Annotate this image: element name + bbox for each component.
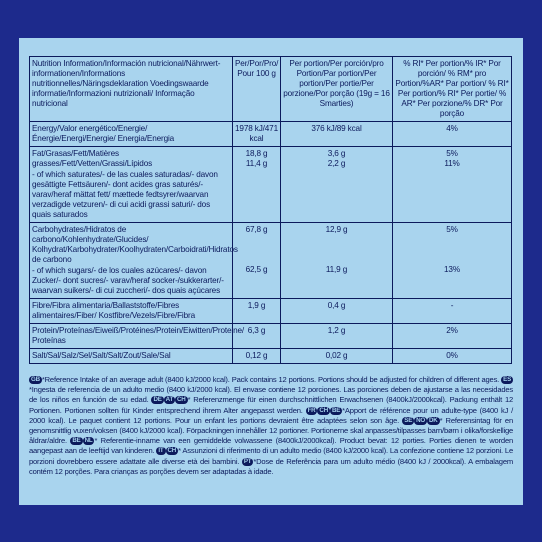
row-sub-ri: 13% (444, 265, 460, 274)
country-badge-es: ES (503, 376, 511, 383)
row-sub-label: - of which sugars/- de los cuales azúcares/- davon Zucker/- dont sucres/- varav/heraf socker-/sukkerarter/- waarvan suikers/- di cui zuccheri/- dos quais açúcares (32, 266, 224, 295)
row-ri: 5% (446, 149, 458, 158)
country-badge-gb: GB (31, 376, 40, 383)
row-ri: 4% (393, 122, 512, 147)
country-badge-at: AT (165, 396, 174, 404)
row-ri: 5% (446, 225, 458, 234)
row-sub-label: - of which saturates/- de las cuales saturadas/- davon gesättigte Fettsäuren/- dont acides gras saturés/- varav/heraf mättat fett/ mættede fedtsyrer/waarvan verzadigde vetzuren/- di cui acidi grassi saturi/- dos quais saturados (32, 170, 218, 219)
table-row (30, 122, 512, 147)
table-row (30, 223, 512, 299)
footnote-paragraph (29, 375, 513, 477)
country-badge-ch: CH (177, 396, 186, 404)
footnotes (29, 375, 513, 477)
nutrition-panel (19, 38, 523, 505)
country-badge-fr: FR (307, 406, 316, 414)
country-badge-dk: DK (429, 416, 438, 424)
header-label: Nutrition Information/Información nutricional/Nährwert-informationen/Informations nutritionnelles/Näringsdeklaration Voedingswaarde informatie/Informazioni nutrizionali/ Informação nutricional (30, 57, 233, 122)
country-badge-it: IT (158, 447, 164, 455)
table-header-row (30, 57, 512, 122)
row-label: Fat/Grasas/Fett/Matières grasses/Fett/Vetten/Grassi/Lípidos (32, 149, 153, 168)
country-badge-ch: CH (319, 406, 328, 414)
table-row (30, 324, 512, 349)
row-label: Protein/Proteínas/Eiweiß/Protéines/Protein/Eiwitten/Proteine/ Proteínas (30, 324, 233, 349)
row-sub-per-100g: 11,4 g (245, 159, 268, 168)
footnote-de: * Referenzmenge für einen durchschnittlichen Erwachsenen (8400kJ/2000kcal). Packung enthält 12 Portionen. Portionen sollten für Kinder entsprechend ihrem Alter angepasst werden. (29, 395, 513, 415)
row-ri: 0% (393, 349, 512, 364)
row-portion: 3,6 g (327, 149, 346, 158)
country-badge-de: DE (153, 396, 162, 404)
row-label: Carbohydrates/Hidratos de carbono/Kohlenhydrate/Glucides/ Kolhydrat/Karbohydrater/Koolhydraten/Carboidrati/Hidratos de carbono (32, 225, 238, 264)
footnote-fr: *Apport de référence pour un adulte-type (8400 kJ / 2000 kcal). Le paquet contient 12 portions. Pour un enfant les portions devraient être adaptées selon son âge. (29, 405, 513, 425)
row-sub-portion: 11,9 g (325, 265, 348, 274)
country-badge-ch: CH (167, 447, 177, 455)
row-sub-portion: 2,2 g (327, 159, 346, 168)
row-label: Fibre/Fibra alimentaria/Ballaststoffe/Fibres alimentaires/Fiber/ Kostfibre/Vezels/Fibre/Fibra (30, 299, 233, 324)
row-per-100g: 0,12 g (233, 349, 281, 364)
country-badge-se: SE (404, 416, 413, 424)
table-row (30, 349, 512, 364)
row-per-100g: 6,3 g (233, 324, 281, 349)
row-portion: 12,9 g (325, 225, 348, 234)
footnote-nl: * Referentie-inname van een gemiddelde volwassene (8400kJ/2000kcal). Product bevat: 12 porties. Porties dienen te worden aangepast aan de leeftijd van kinderen. (29, 436, 513, 456)
header-per-100g: Per/Por/Pro/ Pour 100 g (233, 57, 281, 122)
country-badge-be: BE (331, 406, 341, 414)
nutrition-table (29, 56, 512, 364)
row-portion: 0,4 g (281, 299, 393, 324)
row-label: Salt/Sal/Salz/Sel/Salt/Salt/Zout/Sale/Sal (30, 349, 233, 364)
row-sub-per-100g: 62,5 g (245, 265, 268, 274)
country-badge-nl: NL (84, 437, 93, 445)
footnote-se: * Referensintag för en genomsnittlig vuxen/voksen (8400 kJ/2000 kcal). Förpackningen innehåller 12 portioner. Portionerne skal anpasses/tilpasses barn/børn i olika/forskellige åldrar/aldre. (29, 415, 513, 446)
row-per-100g: 1,9 g (233, 299, 281, 324)
row-per-100g: 1978 kJ/471 kcal (233, 122, 281, 147)
row-per-100g: 18,8 g (245, 149, 268, 158)
row-label: Energy/Valor energético/Energie/Énergie/Energi/Energie/ Energia/Energia (30, 122, 233, 147)
footnote-gb: *Reference Intake of an average adult (8400 kJ/2000 kcal). Pack contains 12 portions. Portions should be adjusted for children of different ages. (41, 375, 500, 384)
country-badge-pt: PT (243, 457, 252, 465)
footnote-it: * Assunzioni di riferimento di un adulto medio (8400 kJ/2000 kcal). La confezione contiene 12 porzioni. Le porzioni dovrebbero essere adattate alle diverse età dei bambini. (29, 446, 513, 466)
table-row (30, 147, 512, 223)
row-ri: 2% (393, 324, 512, 349)
table-row (30, 299, 512, 324)
header-ri: % RI* Per portion/% IR* Por porción/ % RM* pro Portion/%AR* Par portion/ % RI* Per portion/% RI* Per portie/ % AR* Per porzione/% DR* Por porção (393, 57, 512, 122)
row-portion: 376 kJ/89 kcal (281, 122, 393, 147)
row-sub-ri: 11% (444, 159, 460, 168)
row-portion: 0,02 g (281, 349, 393, 364)
country-badge-no: NO (416, 416, 426, 424)
row-portion: 1,2 g (281, 324, 393, 349)
footnote-es: *Ingesta de referencia de un adulto medio (8400 kJ/2000 kcal). El envase contiene 12 porciones. Las porciones deben de ajustarse a las necesidades de los niños en función de su edad. (29, 385, 513, 405)
footnote-pt: *Dose de Referência para um adulto médio (8400 kJ / 2000kcal). A embalagem contém 12 porções. Para crianças as porções devem ser adaptadas à idade. (29, 456, 513, 476)
row-ri: - (393, 299, 512, 324)
header-per-portion: Per portion/Per porción/pro Portion/Par portion/Per portion/Per portie/Per porzione/Por porção (19g = 16 Smarties) (281, 57, 393, 122)
row-per-100g: 67,8 g (245, 225, 268, 234)
country-badge-be: BE (72, 437, 81, 445)
